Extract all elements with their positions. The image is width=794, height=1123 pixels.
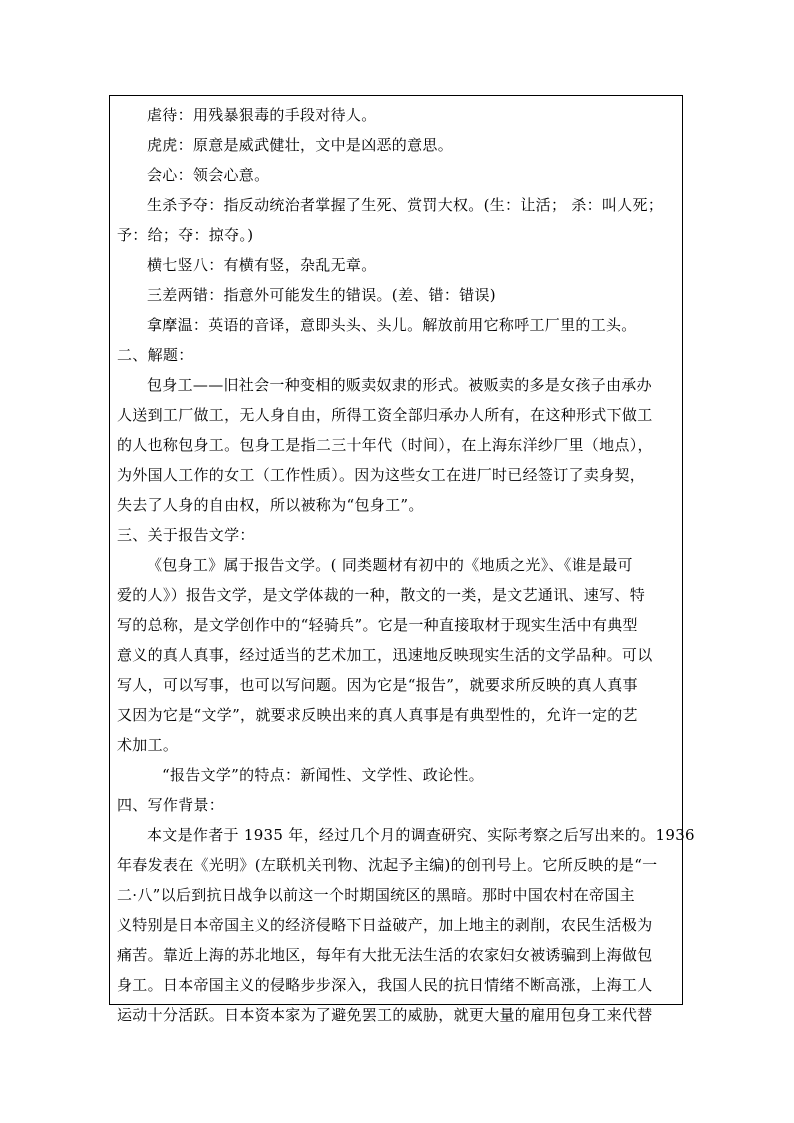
paragraph-line: 《包身工》属于报告文学。( 同类题材有初中的《地质之光》、《谁是最可 xyxy=(147,556,633,574)
paragraph-line: 拿摩温：英语的音译，意即头头、头儿。解放前用它称呼工厂里的工头。 xyxy=(147,316,637,334)
paragraph-line: 予：给；夺：掠夺。) xyxy=(117,226,254,244)
paragraph-line: 横七竖八：有横有竖，杂乱无章。 xyxy=(147,256,377,274)
section-heading: 四、写作背景： xyxy=(117,796,225,814)
paragraph-line: 三差两错：指意外可能发生的错误。(差、错：错误) xyxy=(147,286,496,304)
paragraph-line: 的人也称包身工。包身工是指二三十年代（时间），在上海东洋纱厂里（地点）， xyxy=(117,436,653,454)
section-heading: 二、解题： xyxy=(117,346,194,364)
document-body xyxy=(117,100,695,1030)
paragraph-line: 虎虎：原意是威武健壮，文中是凶恶的意思。 xyxy=(147,136,454,154)
paragraph-line: 又因为它是“文学”，就要求反映出来的真人真事是有典型性的，允许一定的艺 xyxy=(117,706,638,724)
document-table-cell xyxy=(109,95,695,1024)
paragraph-line: 本文是作者于 1935 年，经过几个月的调查研究、实际考察之后写出来的。1936 xyxy=(147,826,695,844)
paragraph-line: 年春发表在《光明》(左联机关刊物、沈起予主编)的创刊号上。它所反映的是“一 xyxy=(117,856,658,874)
paragraph-line: “报告文学”的特点：新闻性、文学性、政论性。 xyxy=(162,766,484,784)
paragraph-line: 写的总称，是文学创作中的“轻骑兵”。它是一种直接取材于现实生活中有典型 xyxy=(117,616,638,634)
paragraph-line: 运动十分活跃。日本资本家为了避免罢工的威胁，就更大量的雇用包身工来代替 xyxy=(117,1006,653,1024)
paragraph-line: 为外国人工作的女工（工作性质）。因为这些女工在进厂时已经签订了卖身契， xyxy=(117,466,646,484)
paragraph-line: 生杀予夺：指反动统治者掌握了生死、赏罚大权。(生：让活； 杀：叫人死； xyxy=(147,196,664,214)
paragraph-line: 会心：领会心意。 xyxy=(147,166,270,184)
paragraph-line: 术加工。 xyxy=(117,736,179,754)
paragraph-line: 身工。日本帝国主义的侵略步步深入，我国人民的抗日情绪不断高涨，上海工人 xyxy=(117,976,653,994)
paragraph-line: 失去了人身的自由权，所以被称为“包身工”。 xyxy=(117,496,424,514)
paragraph-line: 虐待：用残暴狠毒的手段对待人。 xyxy=(147,106,377,124)
paragraph-line: 二·八”以后到抗日战争以前这一个时期国统区的黑暗。那时中国农村在帝国主 xyxy=(117,886,635,904)
paragraph-line: 包身工——旧社会一种变相的贩卖奴隶的形式。被贩卖的多是女孩子由承办 xyxy=(147,376,652,394)
section-heading: 三、关于报告文学： xyxy=(117,526,255,544)
paragraph-line: 写人，可以写事，也可以写问题。因为它是“报告”，就要求所反映的真人真事 xyxy=(117,676,638,694)
paragraph-line: 痛苦。靠近上海的苏北地区，每年有大批无法生活的农家妇女被诱骗到上海做包 xyxy=(117,946,653,964)
paragraph-line: 人送到工厂做工，无人身自由，所得工资全部归承办人所有，在这种形式下做工 xyxy=(117,406,653,424)
paragraph-line: 爱的人》）报告文学，是文学体裁的一种，散文的一类，是文艺通讯、速写、特 xyxy=(117,586,646,604)
paragraph-line: 意义的真人真事，经过适当的艺术加工，迅速地反映现实生活的文学品种。可以 xyxy=(117,646,653,664)
paragraph-line: 义特别是日本帝国主义的经济侵略下日益破产，加上地主的剥削，农民生活极为 xyxy=(117,916,653,934)
